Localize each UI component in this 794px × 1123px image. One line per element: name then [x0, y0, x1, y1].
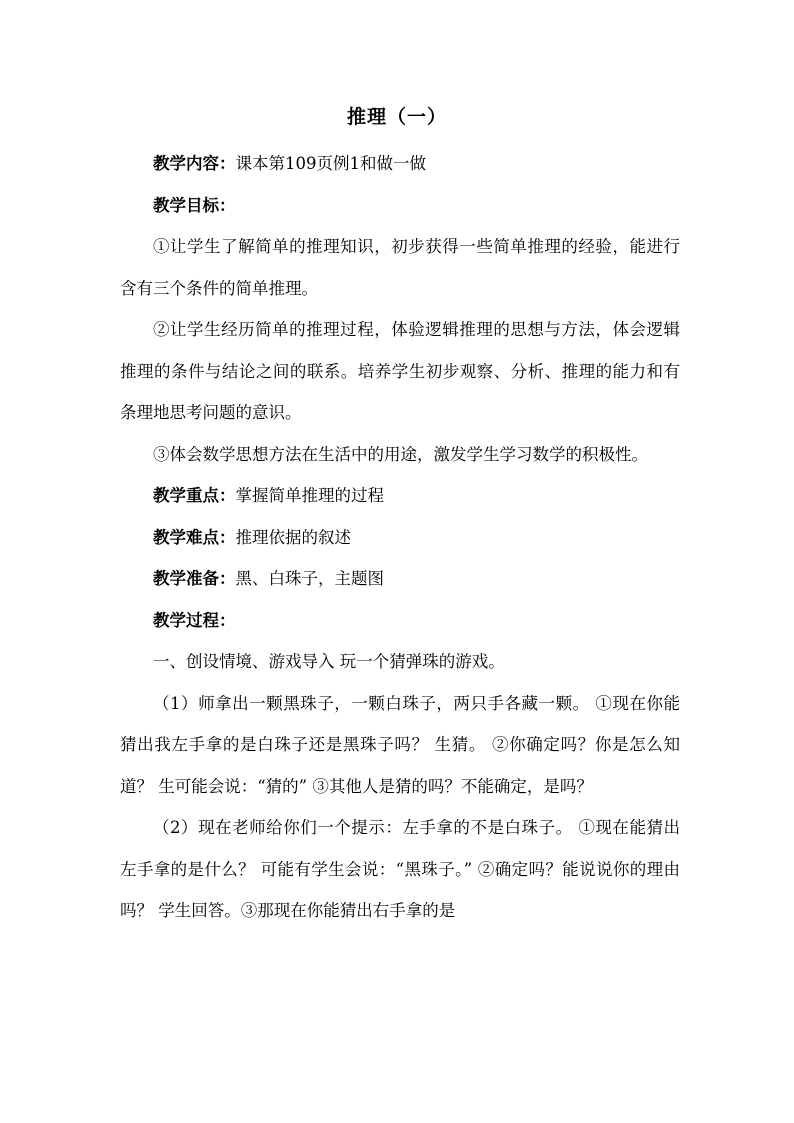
process-heading: 教学过程： [153, 610, 236, 630]
difficulty-text: 推理依据的叙述 [235, 527, 351, 547]
goal-paragraph-2: ②让学生经历简单的推理过程，体验逻辑推理的思想与方法，体会逻辑推理的条件与结论之间的联系。培养学生初步观察、分析、推理的能力和有条理地思考问题的意识。 [120, 320, 680, 422]
goals-heading: 教学目标： [153, 195, 236, 215]
key-point-line [120, 475, 680, 517]
key-point-text: 掌握简单推理的过程 [235, 486, 384, 505]
key-point-label: 教学重点： [153, 486, 236, 505]
process-paragraph-1: 一、创设情境、游戏导入 玩一个猜弹珠的游戏。 [153, 652, 505, 671]
document-title: 推理（一） [346, 106, 447, 128]
content-text: 课本第109页例1和做一做 [235, 154, 426, 173]
document-body [120, 143, 680, 932]
preparation-text: 黑、白珠子，主题图 [235, 569, 384, 588]
goal-paragraph-1: ①让学生了解简单的推理知识，初步获得一些简单推理的经验，能进行含有三个条件的简单推理。 [120, 237, 680, 298]
process-paragraph-2: （1）师拿出一颗黑珠子，一颗白珠子，两只手各藏一颗。 ①现在你能猜出我左手拿的是白珠子还是黑珠子吗？ 生猜。 ②你确定吗？你是怎么知道？ 生可能会说：“猜的” ③其他人是猜的吗？不能确定，是吗？ [120, 693, 680, 796]
difficulty-line [120, 517, 680, 559]
process-paragraph-3: （2）现在老师给你们一个提示：左手拿的不是白珠子。 ①现在能猜出左手拿的是什么？ 可能有学生会说：“黑珠子。” ②确定吗？能说说你的理由吗？ 学生回答。③那现在你能猜出右手拿的是 [120, 818, 680, 920]
goal-paragraph-3: ③体会数学思想方法在生活中的用途，激发学生学习数学的积极性。 [153, 444, 648, 464]
difficulty-label: 教学难点： [153, 527, 236, 547]
preparation-label: 教学准备： [153, 569, 236, 588]
preparation-line [120, 558, 680, 600]
content-label: 教学内容： [153, 154, 236, 173]
content-line [120, 143, 680, 185]
